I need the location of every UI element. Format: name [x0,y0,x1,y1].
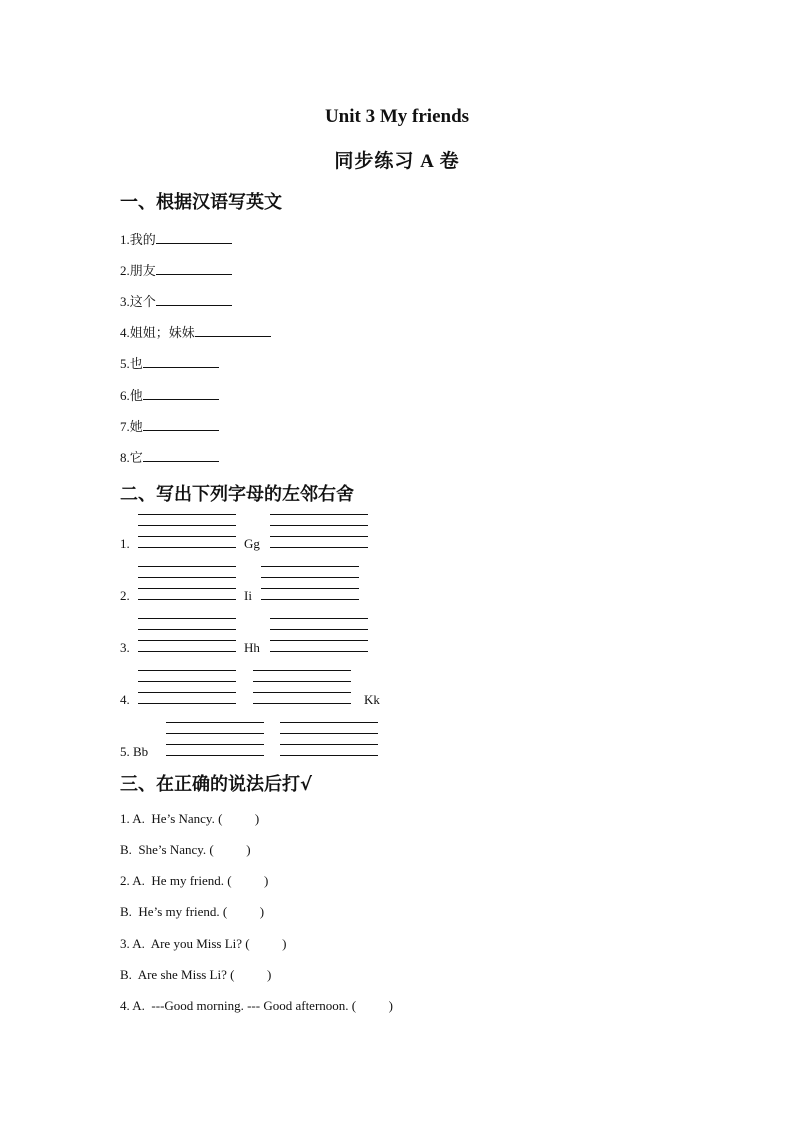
writing-line[interactable] [166,733,264,734]
section2-heading: 二、写出下列字母的左邻右舍 [120,484,354,505]
s1-item-4 [120,322,271,341]
s3-item-1b: B. She’s Nancy. ( ) [120,842,251,857]
s2-row-4-letter: Kk [364,692,380,707]
writing-line[interactable] [270,629,368,630]
writing-line[interactable] [253,703,351,704]
s2-row-1-letter: Gg [244,536,260,551]
writing-line[interactable] [138,566,236,567]
s2-row-2-letter: Ii [244,588,252,603]
writing-line[interactable] [138,681,236,682]
writing-line[interactable] [253,681,351,682]
writing-line[interactable] [138,670,236,671]
writing-line[interactable] [138,547,236,548]
writing-line[interactable] [270,525,368,526]
writing-line[interactable] [280,722,378,723]
writing-line[interactable] [166,744,264,745]
writing-line[interactable] [138,525,236,526]
answer-blank[interactable] [156,262,232,275]
s1-item-1-label: 1.我的 [120,232,156,247]
s3-item-2a: 2. A. He my friend. ( ) [120,873,269,888]
writing-line[interactable] [138,640,236,641]
writing-line[interactable] [138,703,236,704]
s3-item-3a: 3. A. Are you Miss Li? ( ) [120,936,287,951]
writing-line[interactable] [253,670,351,671]
s2-row-2-number: 2. [120,588,130,603]
s1-item-6 [120,385,219,404]
page-title: Unit 3 My friends [324,106,470,127]
writing-line[interactable] [270,640,368,641]
s2-row-3-number: 3. [120,640,130,655]
s1-item-8-label: 8.它 [120,450,143,465]
answer-blank[interactable] [143,387,219,400]
writing-line[interactable] [270,547,368,548]
writing-line[interactable] [138,514,236,515]
section1-heading: 一、根据汉语写英文 [120,192,282,213]
writing-line[interactable] [166,755,264,756]
s3-item-3b: B. Are she Miss Li? ( ) [120,967,272,982]
writing-line[interactable] [270,651,368,652]
writing-line[interactable] [138,599,236,600]
writing-line[interactable] [138,536,236,537]
s1-item-3-label: 3.这个 [120,294,156,309]
writing-line[interactable] [138,588,236,589]
writing-line[interactable] [280,744,378,745]
s1-item-8 [120,447,219,466]
s3-item-4a: 4. A. ---Good morning. --- Good afternoon. ( ) [120,998,393,1013]
writing-line[interactable] [166,722,264,723]
writing-line[interactable] [138,618,236,619]
s2-row-5-number: 5. Bb [120,744,149,759]
page-subtitle: 同步练习 A 卷 [334,151,460,172]
s1-item-7 [120,416,219,435]
writing-line[interactable] [138,629,236,630]
writing-line[interactable] [253,692,351,693]
answer-blank[interactable] [143,449,219,462]
writing-line[interactable] [138,577,236,578]
s1-item-5 [120,353,219,372]
answer-blank[interactable] [195,324,271,337]
s1-item-2 [120,260,232,279]
writing-line[interactable] [261,588,359,589]
s1-item-6-label: 6.他 [120,388,143,403]
answer-blank[interactable] [156,293,232,306]
answer-blank[interactable] [143,418,219,431]
writing-line[interactable] [261,577,359,578]
s2-row-3-letter: Hh [244,640,260,655]
writing-line[interactable] [270,514,368,515]
writing-line[interactable] [138,692,236,693]
s3-item-2b: B. He’s my friend. ( ) [120,904,265,919]
writing-line[interactable] [270,618,368,619]
answer-blank[interactable] [156,231,232,244]
s1-item-2-label: 2.朋友 [120,263,156,278]
s1-item-5-label: 5.也 [120,356,143,371]
writing-line[interactable] [280,733,378,734]
section3-heading: 三、在正确的说法后打√ [120,774,313,795]
s3-item-1a: 1. A. He’s Nancy. ( ) [120,811,260,826]
writing-line[interactable] [261,566,359,567]
s1-item-7-label: 7.她 [120,419,143,434]
s1-item-3 [120,291,232,310]
writing-line[interactable] [138,651,236,652]
answer-blank[interactable] [143,355,219,368]
s2-row-4-number: 4. [120,692,130,707]
s2-row-1-number: 1. [120,536,130,551]
writing-line[interactable] [280,755,378,756]
writing-line[interactable] [270,536,368,537]
writing-line[interactable] [261,599,359,600]
s1-item-1 [120,229,232,248]
s1-item-4-label: 4.姐姐；妹妹 [120,325,195,340]
